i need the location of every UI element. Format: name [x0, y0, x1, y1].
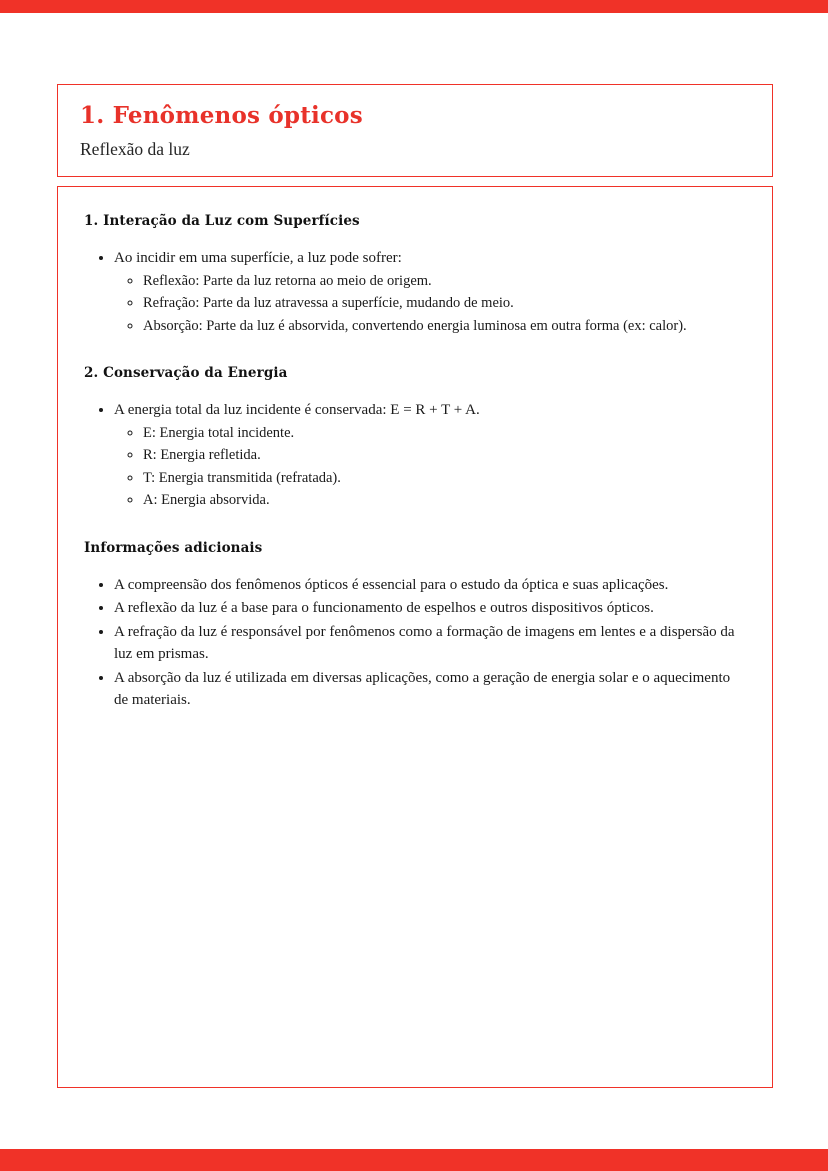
section-heading-2: 2. Conservação da Energia	[84, 365, 288, 382]
document-content	[57, 84, 773, 1088]
list-item: ◦ Reflexão: Parte da luz retorna ao meio de origem.	[143, 270, 746, 292]
list-item-text: Ao incidir em uma superfície, a luz pode sofrer:	[114, 250, 402, 267]
section-heading-3: Informações adicionais	[84, 539, 263, 556]
list-item: • A absorção da luz é utilizada em diversas aplicações, como a geração de energia solar e o aquecimento de materiais.	[114, 667, 746, 712]
section-3-list	[84, 574, 746, 712]
list-item	[114, 247, 746, 337]
list-item: ◦ E: Energia total incidente.	[143, 422, 746, 444]
bottom-accent-bar	[0, 1149, 828, 1171]
section-2-sublist	[114, 422, 746, 512]
top-accent-bar	[0, 0, 828, 13]
list-item: ◦ T: Energia transmitida (refratada).	[143, 467, 746, 489]
list-item: ◦ Absorção: Parte da luz é absorvida, convertendo energia luminosa em outra forma (ex: calor).	[143, 315, 746, 337]
list-item: ◦ Refração: Parte da luz atravessa a superfície, mudando de meio.	[143, 292, 746, 314]
list-item-text: A energia total da luz incidente é conservada: E = R + T + A.	[114, 402, 480, 419]
list-item: • A refração da luz é responsável por fenômenos como a formação de imagens em lentes e a dispersão da luz em prismas.	[114, 621, 746, 666]
list-item: • A compreensão dos fenômenos ópticos é essencial para o estudo da óptica e suas aplicações.	[114, 574, 746, 597]
section-1-list	[84, 247, 746, 337]
list-item: ◦ R: Energia refletida.	[143, 444, 746, 466]
page-title: 1. Fenômenos ópticos	[80, 102, 363, 129]
page-subtitle: Reflexão da luz	[80, 139, 190, 160]
body-block	[57, 186, 773, 1088]
section-2-list	[84, 399, 746, 511]
list-item: ◦ A: Energia absorvida.	[143, 489, 746, 511]
list-item: • A reflexão da luz é a base para o funcionamento de espelhos e outros dispositivos ópticos.	[114, 597, 746, 620]
section-heading-1: 1. Interação da Luz com Superfícies	[84, 213, 360, 230]
list-item	[114, 399, 746, 511]
title-block	[57, 84, 773, 177]
section-1-sublist	[114, 270, 746, 337]
